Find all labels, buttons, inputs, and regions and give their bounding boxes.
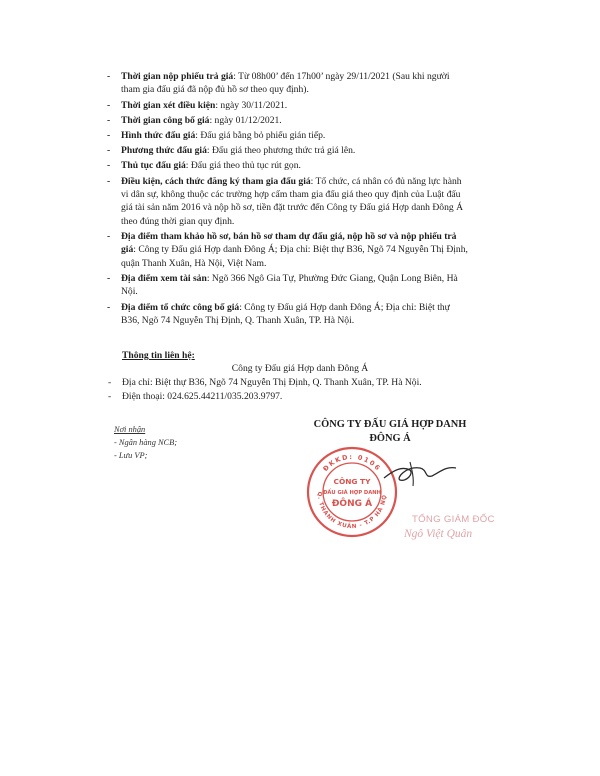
list-item: - Thời gian xét điều kiện: ngày 30/11/2021. xyxy=(107,99,288,111)
list-item: - Địa điểm tổ chức công bố giá: Công ty Đấu giá Hợp danh Đông Á; Địa chỉ: Biệt thự B36, Ngõ 74 Nguyễn Thị Định, Q. Thanh Xuân, TP. Hà Nội. xyxy=(107,301,450,327)
recipients-title: Nơi nhận xyxy=(114,425,146,434)
recipient-line: - Lưu VP; xyxy=(114,451,148,460)
director-name: Ngô Việt Quân xyxy=(404,528,473,540)
signing-company: CÔNG TY ĐẤU GIÁ HỢP DANH ĐÔNG Á xyxy=(313,419,467,444)
auction-info-list xyxy=(104,70,468,329)
svg-text:CÔNG TY: CÔNG TY xyxy=(333,477,371,486)
recipient-line: - Ngân hàng NCB; xyxy=(114,438,178,447)
signature-icon xyxy=(380,452,460,494)
list-item: - Thủ tục đấu giá: Đấu giá theo thủ tục rút gọn. xyxy=(107,160,301,172)
list-item: - Phương thức đấu giá: Đấu giá theo phương thức trả giá lên. xyxy=(107,145,356,157)
svg-text:ĐẤU GIÁ HỢP DANH: ĐẤU GIÁ HỢP DANH xyxy=(323,490,381,496)
svg-text:Q. THANH XUÂN - T.P HÀ NỘI: Q. THANH XUÂN - T.P HÀ NỘ xyxy=(315,491,389,531)
list-item: - Thời gian nộp phiếu trả giá: Từ 08h00’ đến 17h00’ ngày 29/11/2021 (Sau khi người tham gia đấu giá đã nộp đủ hồ sơ theo quy định). xyxy=(107,71,450,96)
list-item: - Hình thức đấu giá: Đấu giá bằng bỏ phiếu gián tiếp. xyxy=(107,130,326,142)
list-item: - Điều kiện, cách thức đăng ký tham gia đấu giá: Tổ chức, cá nhân có đủ năng lực hành vi dân sự, không thuộc các trường hợp cấm tham gia đấu giá theo quy định của Luật đấu giá tài sản năm 2016 và nộp hồ sơ, tiền đặt trước đến Công ty Đấu giá Hợp danh Đông Á theo đúng thời gian quy định. xyxy=(107,175,464,227)
list-item: - Thời gian công bố giá: ngày 01/12/2021. xyxy=(107,114,282,126)
contact-company: Công ty Đấu giá Hợp danh Đông Á xyxy=(231,363,369,374)
director-title: TỔNG GIÁM ĐỐC xyxy=(412,514,495,525)
contact-address: - Địa chỉ: Biệt thự B36, Ngõ 74 Nguyễn Thị Định, Q. Thanh Xuân, TP. Hà Nội. xyxy=(108,377,422,388)
list-item: - Địa điểm tham khảo hồ sơ, bán hồ sơ tham dự đấu giá, nộp hồ sơ và nộp phiếu trả giá: Công ty Đấu giá Hợp danh Đông Á; Địa chỉ: Biệt thự B36, Ngõ 74 Nguyễn Thị Định, quận Thanh Xuân, Hà Nội, Việt Nam. xyxy=(107,231,468,269)
contact-heading: Thông tin liên hệ: xyxy=(122,350,195,361)
contact-phone: - Điện thoại: 024.625.44211/035.203.9797. xyxy=(108,391,283,402)
recipients-block xyxy=(114,423,177,462)
svg-text:ĐKKD: 0106: ĐKKD: 0106 xyxy=(321,452,383,473)
list-item: - Địa điểm xem tài sản: Ngõ 366 Ngô Gia Tự, Phường Đức Giang, Quận Long Biên, Hà Nội. xyxy=(107,273,458,298)
svg-text:ĐÔNG Á: ĐÔNG Á xyxy=(331,499,373,509)
